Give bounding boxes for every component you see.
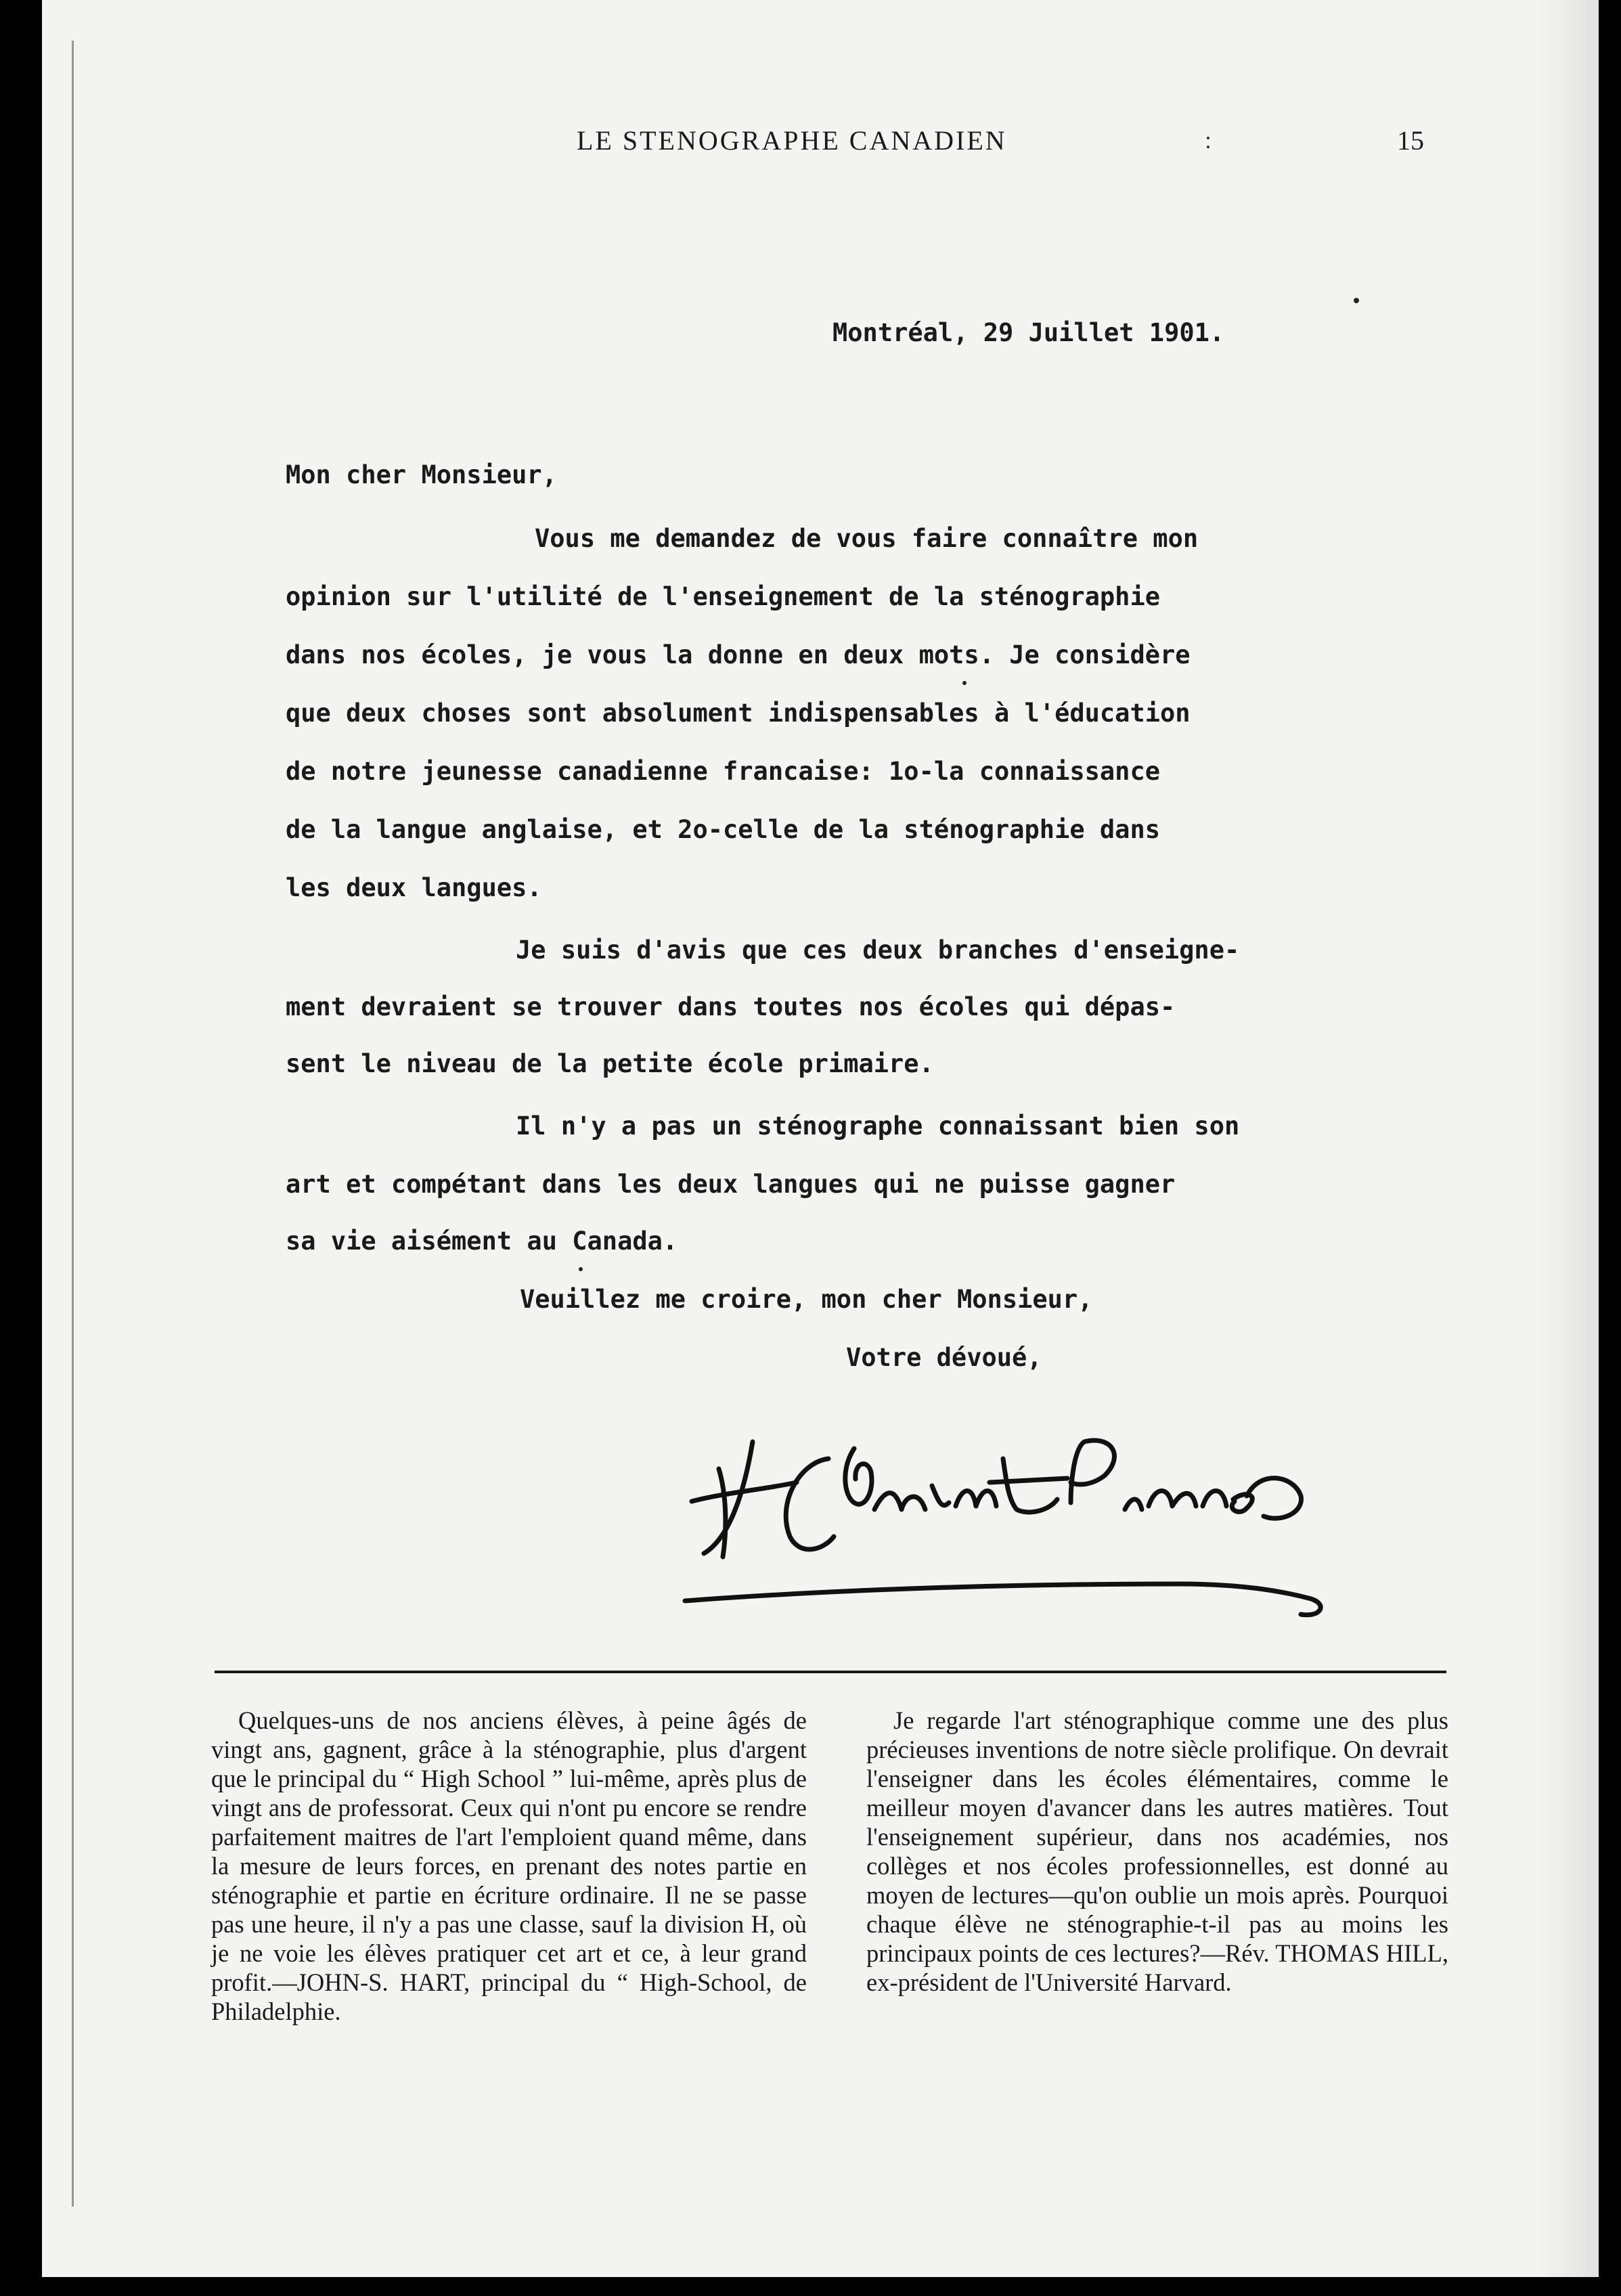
page-edge-line [72, 41, 74, 2207]
letter-line: ment devraient se trouver dans toutes nos écoles qui dépas- [286, 992, 1176, 1021]
letter-line: opinion sur l'utilité de l'enseignement de la sténographie [286, 582, 1161, 611]
dust-speck [1354, 298, 1359, 303]
dust-speck [962, 681, 967, 685]
page-shadow [1538, 0, 1599, 2277]
quote-hill: Je regarde l'art sténographique comme une des plus précieuses inventions de notre siècle prolifique. On devrait l'enseigner dans les écoles élémentaires, comme le meilleur moyen d'avancer dans les autres matières. Tout l'enseignement supérieur, dans nos académies, nos collèges et nos écoles professionnelles, est donné au moyen de lectures—qu'on oublie un mois après. Pourquoi chaque élève ne sténographie-t-il pas au moins les principaux points de ces lectures?—Rév. THOMAS HILL, ex-président de l'Université Harvard. [866, 1706, 1448, 1996]
section-divider [215, 1671, 1446, 1673]
letter-closing: Veuillez me croire, mon cher Monsieur, [520, 1285, 1093, 1314]
letter-line: que deux choses sont absolument indispensables à l'éducation [286, 699, 1191, 728]
letter-line: sa vie aisément au Canada. [286, 1227, 678, 1256]
dust-speck [579, 1267, 583, 1271]
page-number: 15 [1397, 125, 1424, 156]
letter-line: Il n'y a pas un sténographe connaissant bien son [516, 1111, 1240, 1141]
letter-line: de la langue anglaise, et 2o-celle de la sténographie dans [286, 815, 1161, 844]
letter-valediction: Votre dévoué, [846, 1343, 1042, 1372]
letter-date: Montréal, 29 Juillet 1901. [832, 318, 1225, 347]
quote-hart: Quelques-uns de nos anciens élèves, à peine âgés de vingt ans, gagnent, grâce à la sténographie, plus d'argent que le principal du “ High School ” lui-même, après plus de vingt ans de professorat. Ceux qui n'ont pu encore se rendre parfaitement maitres de l'art l'emploient quand même, dans la mesure de leurs forces, en prenant des notes partie en sténographie et partie en écriture ordinaire. Il ne se passe pas une heure, il n'y a pas une classe, sauf la division H, où je ne voie les élèves pratiquer cet art et ce, à leur grand profit.—JOHN-S. HART, principal du “ High-School, de Philadelphie. [211, 1706, 807, 2025]
letter-line: de notre jeunesse canadienne francaise: 1o-la connaissance [286, 757, 1161, 786]
letter-line: Je suis d'avis que ces deux branches d'enseigne- [516, 935, 1240, 965]
header-mark: : [1205, 127, 1212, 154]
running-header [42, 125, 1599, 165]
letter-line: art et compétant dans les deux langues qui ne puisse gagner [286, 1170, 1176, 1199]
letter-line: Vous me demandez de vous faire connaître mon [535, 524, 1199, 553]
scanned-page [42, 0, 1599, 2277]
header-title: LE STENOGRAPHE CANADIEN [577, 125, 1007, 156]
handwritten-signature [651, 1421, 1402, 1625]
letter-line: sent le niveau de la petite école primaire. [286, 1049, 934, 1078]
letter-line: dans nos écoles, je vous la donne en deux mots. Je considère [286, 640, 1191, 669]
letter-line: les deux langues. [286, 873, 542, 902]
letter-salutation: Mon cher Monsieur, [286, 460, 557, 489]
